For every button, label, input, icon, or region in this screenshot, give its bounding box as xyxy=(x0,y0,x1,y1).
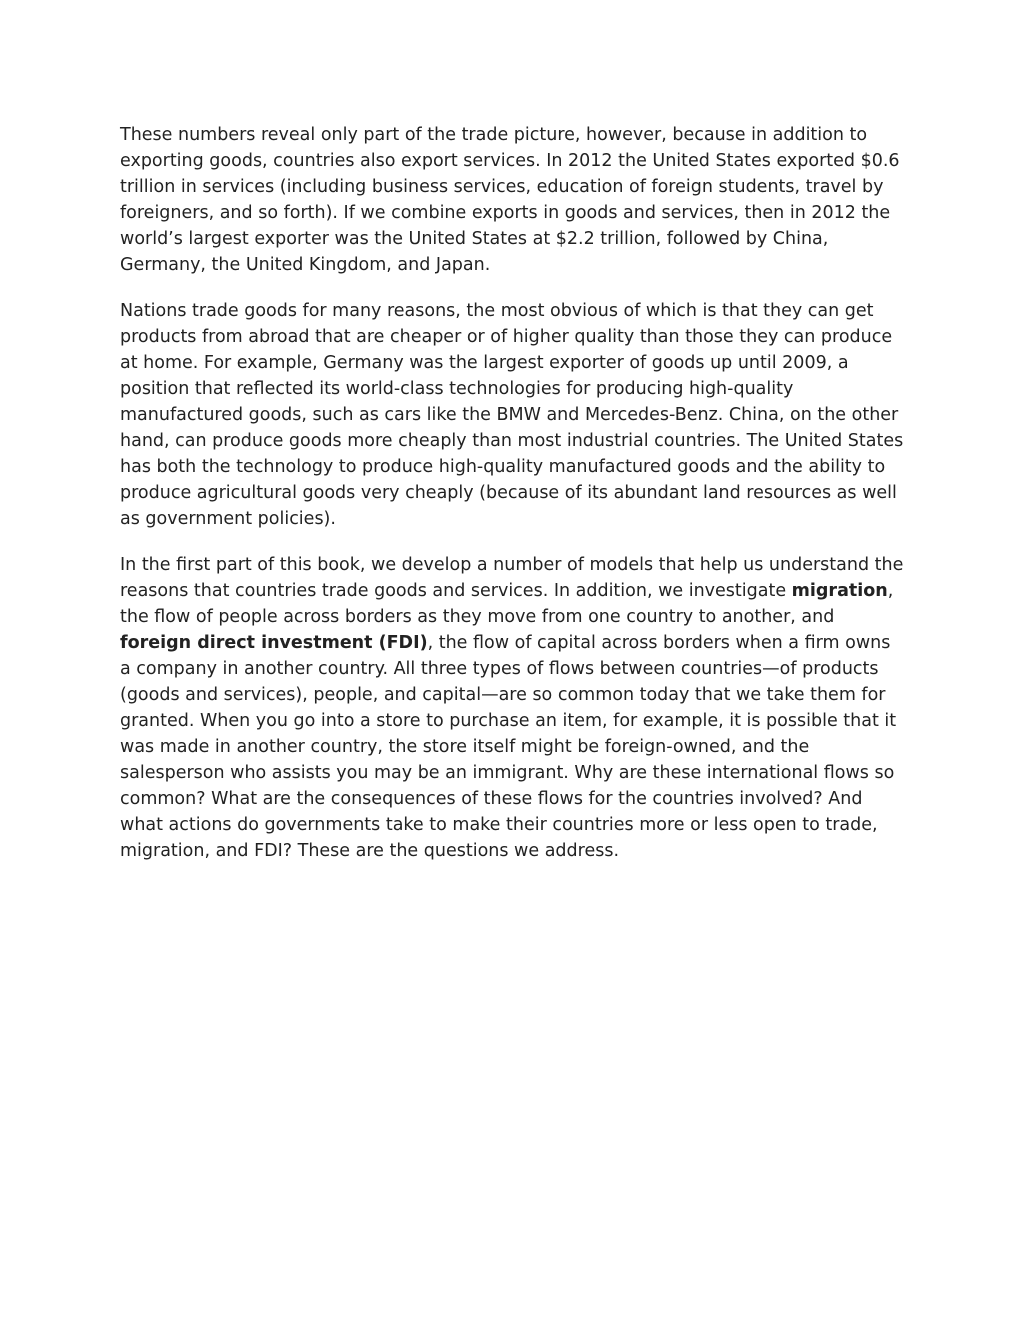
paragraph-3-text-3: , the flow of capital across borders when a firm owns a company in another country. All three types of flows between countries—of products (goods and services), people, and capital—are so common today that we take them for granted. When you go into a store to purchase an item, for example, it is possible that it was made in another country, the store itself might be foreign-owned, and the salesperson who assists you may be an immigrant. Why are these international flows so common? What are the consequences of these flows for the countries involved? And what actions do governments take to make their countries more or less open to trade, migration, and FDI? These are the questions we address. xyxy=(120,633,897,861)
document-body xyxy=(120,122,904,884)
term-migration: migration xyxy=(791,581,888,601)
term-fdi: foreign direct investment (FDI) xyxy=(120,633,428,653)
paragraph-3-text-2: , the flow of people across borders as they move from one country to another, and xyxy=(120,581,894,627)
paragraph-2: Nations trade goods for many reasons, the most obvious of which is that they can get products from abroad that are cheaper or of higher quality than those they can produce at home. For example, Germany was the largest exporter of goods up until 2009, a position that reflected its world-class technologies for producing high-quality manufactured goods, such as cars like the BMW and Mercedes-Benz. China, on the other hand, can produce goods more cheaply than most industrial countries. The United States has both the technology to produce high-quality manufactured goods and the ability to produce agricultural goods very cheaply (because of its abundant land resources as well as government policies). xyxy=(120,301,904,529)
paragraph-3-text-1: In the first part of this book, we develop a number of models that help us understand the reasons that countries trade goods and services. In addition, we investigate xyxy=(120,555,904,601)
paragraph-3 xyxy=(120,552,904,864)
paragraph-1: These numbers reveal only part of the trade picture, however, because in addition to exporting goods, countries also export services. In 2012 the United States exported $0.6 trillion in services (including business services, education of foreign students, travel by foreigners, and so forth). If we combine exports in goods and services, then in 2012 the world’s largest exporter was the United States at $2.2 trillion, followed by China, Germany, the United Kingdom, and Japan. xyxy=(120,125,900,275)
